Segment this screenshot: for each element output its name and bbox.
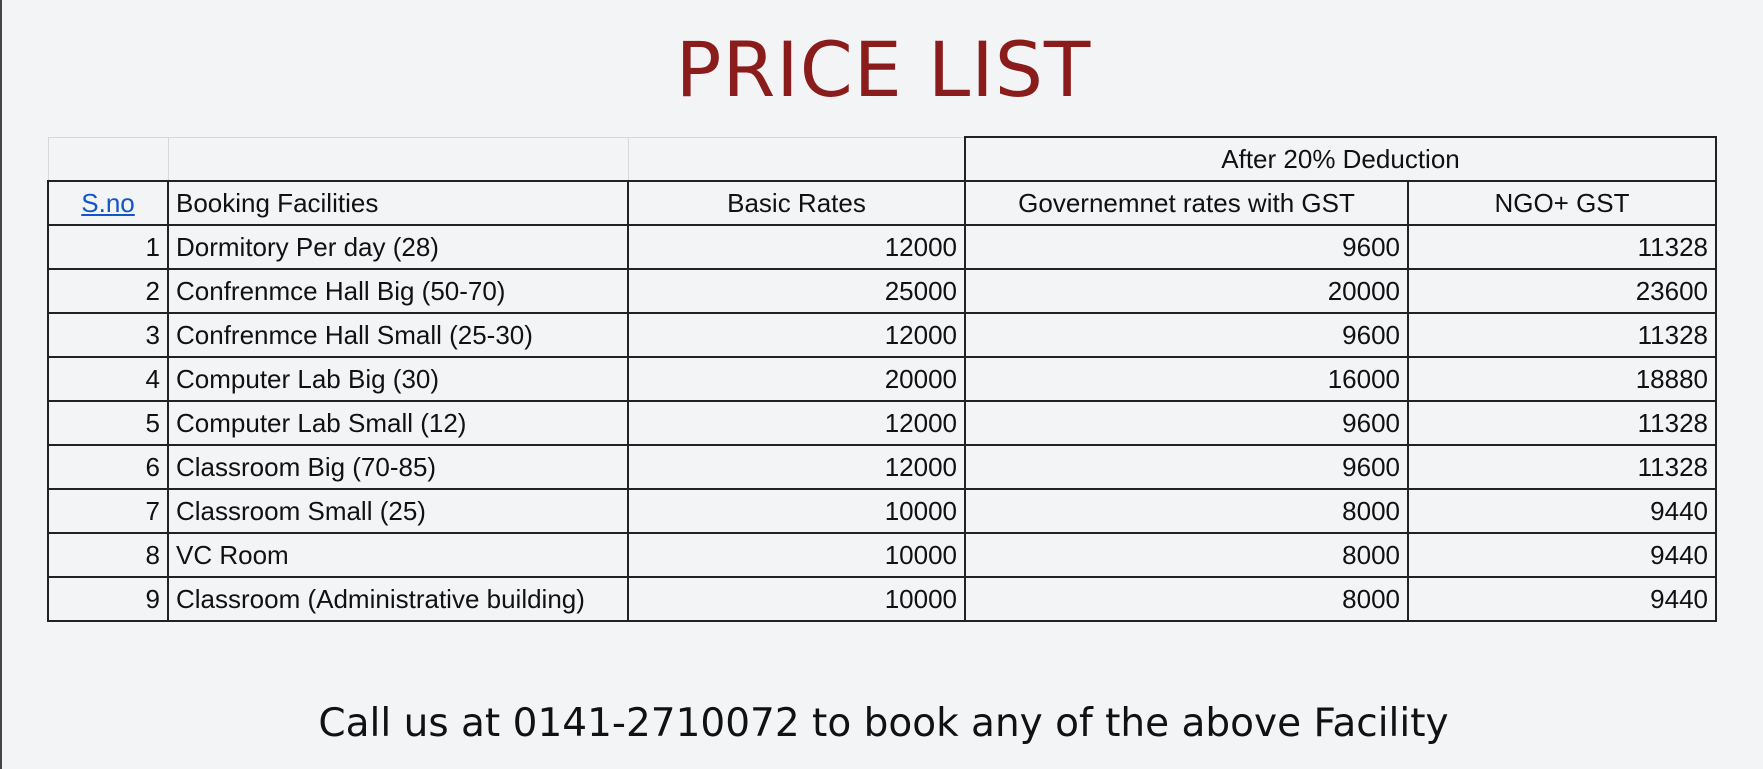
row-sno: 6 bbox=[48, 445, 168, 489]
row-basic-rate: 12000 bbox=[628, 445, 965, 489]
row-basic-rate: 12000 bbox=[628, 401, 965, 445]
row-sno: 2 bbox=[48, 269, 168, 313]
row-government-rate: 8000 bbox=[965, 489, 1408, 533]
header-booking-facilities: Booking Facilities bbox=[168, 181, 628, 225]
header-sno[interactable] bbox=[48, 181, 168, 225]
row-government-rate: 16000 bbox=[965, 357, 1408, 401]
group-header-row bbox=[48, 137, 1716, 181]
row-ngo-rate: 23600 bbox=[1408, 269, 1716, 313]
row-facility: Classroom (Administrative building) bbox=[168, 577, 628, 621]
row-basic-rate: 12000 bbox=[628, 313, 965, 357]
row-sno: 8 bbox=[48, 533, 168, 577]
row-government-rate: 9600 bbox=[965, 445, 1408, 489]
table-row bbox=[48, 577, 1716, 621]
row-government-rate: 8000 bbox=[965, 533, 1408, 577]
row-facility: Dormitory Per day (28) bbox=[168, 225, 628, 269]
row-government-rate: 9600 bbox=[965, 313, 1408, 357]
row-basic-rate: 10000 bbox=[628, 577, 965, 621]
row-facility: VC Room bbox=[168, 533, 628, 577]
header-government-rates: Governemnet rates with GST bbox=[965, 181, 1408, 225]
row-ngo-rate: 18880 bbox=[1408, 357, 1716, 401]
row-government-rate: 9600 bbox=[965, 401, 1408, 445]
row-facility: Classroom Big (70-85) bbox=[168, 445, 628, 489]
row-ngo-rate: 9440 bbox=[1408, 533, 1716, 577]
header-ngo-gst: NGO+ GST bbox=[1408, 181, 1716, 225]
table-row bbox=[48, 313, 1716, 357]
row-ngo-rate: 11328 bbox=[1408, 445, 1716, 489]
header-basic-rates: Basic Rates bbox=[628, 181, 965, 225]
row-sno: 1 bbox=[48, 225, 168, 269]
row-government-rate: 9600 bbox=[965, 225, 1408, 269]
row-facility: Computer Lab Small (12) bbox=[168, 401, 628, 445]
table-row bbox=[48, 357, 1716, 401]
sno-link[interactable]: S.no bbox=[81, 187, 135, 218]
table-row bbox=[48, 489, 1716, 533]
footer-contact-text: Call us at 0141-2710072 to book any of the above Facility bbox=[318, 701, 1449, 746]
row-government-rate: 20000 bbox=[965, 269, 1408, 313]
row-sno: 7 bbox=[48, 489, 168, 533]
row-facility: Computer Lab Big (30) bbox=[168, 357, 628, 401]
row-basic-rate: 20000 bbox=[628, 357, 965, 401]
row-facility: Confrenmce Hall Big (50-70) bbox=[168, 269, 628, 313]
group-header-after-deduction: After 20% Deduction bbox=[965, 137, 1716, 181]
table-row bbox=[48, 225, 1716, 269]
column-header-row bbox=[48, 181, 1716, 225]
blank-cell bbox=[48, 137, 168, 181]
page-title: PRICE LIST bbox=[675, 25, 1092, 114]
blank-cell bbox=[628, 137, 965, 181]
row-facility: Classroom Small (25) bbox=[168, 489, 628, 533]
table-row bbox=[48, 269, 1716, 313]
row-basic-rate: 10000 bbox=[628, 489, 965, 533]
row-basic-rate: 12000 bbox=[628, 225, 965, 269]
row-ngo-rate: 11328 bbox=[1408, 401, 1716, 445]
row-sno: 9 bbox=[48, 577, 168, 621]
blank-cell bbox=[168, 137, 628, 181]
row-government-rate: 8000 bbox=[965, 577, 1408, 621]
row-sno: 3 bbox=[48, 313, 168, 357]
row-ngo-rate: 9440 bbox=[1408, 577, 1716, 621]
row-basic-rate: 25000 bbox=[628, 269, 965, 313]
table-row bbox=[48, 533, 1716, 577]
row-basic-rate: 10000 bbox=[628, 533, 965, 577]
row-ngo-rate: 11328 bbox=[1408, 225, 1716, 269]
row-ngo-rate: 9440 bbox=[1408, 489, 1716, 533]
row-sno: 4 bbox=[48, 357, 168, 401]
price-table bbox=[47, 136, 1717, 622]
table-row bbox=[48, 401, 1716, 445]
row-ngo-rate: 11328 bbox=[1408, 313, 1716, 357]
row-facility: Confrenmce Hall Small (25-30) bbox=[168, 313, 628, 357]
row-sno: 5 bbox=[48, 401, 168, 445]
table-row bbox=[48, 445, 1716, 489]
